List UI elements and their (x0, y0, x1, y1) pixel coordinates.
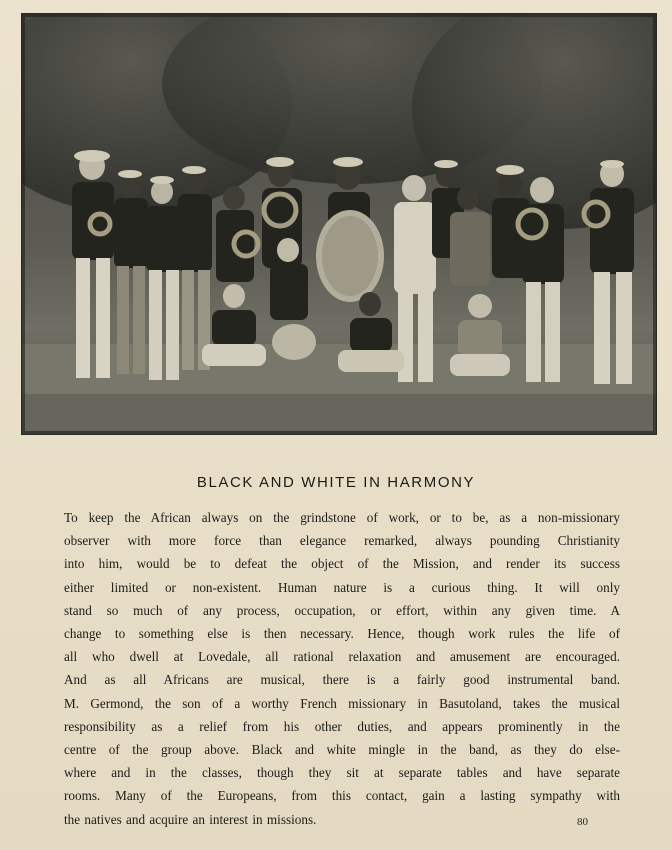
body-line: M. Germond, the son of a worthy French missionary in Basutoland, takes the musical (64, 695, 620, 711)
body-line: centre of the group above. Black and white mingle in the band, as they do else- (64, 742, 620, 758)
body-line: stand so much of any process, occupation, or effort, within any given time. A (64, 602, 620, 618)
article-body (64, 506, 620, 831)
body-line: all who dwell at Lovedale, all rational relaxation and amusement are encouraged. (64, 649, 620, 665)
article-title: BLACK AND WHITE IN HARMONY (196, 474, 476, 491)
band-photograph (22, 14, 656, 434)
body-line: into him, would be to defeat the object of the Mission, and render its success (64, 556, 620, 572)
band-photograph-illustration (22, 14, 656, 434)
body-line: responsibility as a relief from his other duties, and appears prominently in the (64, 718, 620, 734)
body-line: rooms. Many of the Europeans, from this contact, gain a lasting sympathy with (64, 788, 620, 804)
body-line: change to something else is then necessary. Hence, though work rules the life of (64, 626, 620, 642)
body-line: either limited or non-existent. Human nature is a curious thing. It will only (64, 579, 620, 595)
body-line: And as all Africans are musical, there is a fairly good instrumental band. (64, 672, 620, 688)
body-line-last: the natives and acquire an interest in missions. (64, 811, 317, 827)
body-line: where and in the classes, though they sit at separate tables and have separate (64, 765, 620, 781)
page-number: 80 (577, 816, 588, 828)
body-line: observer with more force than elegance remarked, always pounding Christianity (64, 533, 620, 549)
body-line: To keep the African always on the grindstone of work, or to be, as a non-missionary (64, 510, 620, 525)
